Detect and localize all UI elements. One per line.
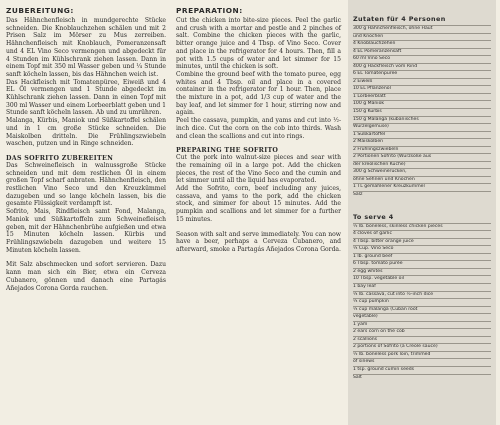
ingredients-german-title: Zutaten für 4 Personen bbox=[353, 15, 446, 23]
ingredient-item: und Knochen bbox=[353, 34, 491, 42]
ingredient-item: ¼ cup pumpkin bbox=[353, 299, 491, 307]
ingredient-item: ohne Sehnen und Knochen bbox=[353, 177, 491, 185]
english-sofrito-heading: PREPARING THE SOFRITO bbox=[176, 147, 279, 155]
ingredient-item: 2 Eiweiß bbox=[353, 79, 491, 87]
ingredient-item: 1 lb. ground beef bbox=[353, 254, 491, 262]
ingredient-item: 1 bay leaf bbox=[353, 284, 491, 292]
ingredient-item: 2 ears corn on the cob bbox=[353, 329, 491, 337]
ingredient-item: 60 ml Vino Seco bbox=[353, 56, 491, 64]
ingredient-item: 400 g Hackfleisch vom Rind bbox=[353, 64, 491, 72]
ingredient-item: 4 cloves of garlic bbox=[353, 231, 491, 239]
german-paragraph: Das Hähnchenfleisch in mundgerechte Stücke schneiden. Die Knoblauchzehen schälen und mit 2 Prisen Salz im Mörser zu Mus zerreiben. Hähnchenfleisch mit Knoblauch, Pomeranzensaft und 4 EL Vino Seco vermengen und abgedeckt für 4 Stunden im Kühlschrank ziehen lassen. Dann in einem Topf mit 350 ml Wasser geben und ¼ Stunde sanft köcheln lassen, bis das Hähnchen weich ist. bbox=[6, 17, 166, 78]
ingredients-english-list bbox=[353, 223, 491, 381]
english-preparation-heading: PREPARATION: bbox=[176, 6, 243, 15]
ingredient-item: 6 EL Tomatenpüree bbox=[353, 71, 491, 79]
german-sofrito-heading: DAS SOFRITO ZUBEREITEN bbox=[6, 154, 114, 162]
ingredient-item: 1 Süßkartoffel bbox=[353, 132, 491, 140]
german-recipe-column bbox=[6, 6, 166, 292]
ingredient-item: Salz bbox=[353, 192, 363, 198]
ingredients-german-list bbox=[353, 25, 491, 199]
ingredient-item: 150 g Malanga (kubanisches bbox=[353, 117, 491, 125]
ingredient-item: 4 Tbsp. bitter orange juice bbox=[353, 239, 491, 247]
ingredient-item: 100 g Maniok bbox=[353, 101, 491, 109]
ingredient-item: Wurzelgemüse) bbox=[353, 124, 491, 132]
english-paragraph: Add the Sofrito, corn, beef including any juices, cassava, and yams to the pork, add the chicken stock, and simmer for about 15 minutes. Add the pumpkin and scallions and let simmer for a further 15 minutes. bbox=[176, 185, 341, 223]
german-paragraph: Sofrito, Mais, Rindfleisch samt Fond, Malanga, Maniok und Süßkartoffeln zum Schweinefleisch geben, mit der Hähnchenbrühe aufgießen und etwa 15 Minuten köcheln lassen. Kürbis und Frühlingszwiebeln dazugeben und weitere 15 Minuten köcheln lassen. bbox=[6, 208, 166, 254]
ingredient-item: 1 tsp. ground cumin seeds bbox=[353, 367, 491, 375]
ingredient-item: ½ lb. boneless, skinless chicken pieces bbox=[353, 223, 491, 232]
ingredient-item: ½ lb. boneless pork loin, trimmed bbox=[353, 352, 491, 360]
ingredient-item: 4 EL Pomeranzensaft bbox=[353, 49, 491, 57]
german-paragraph: Mit Salz abschmecken und sofort servieren. Dazu kann man sich ein Bier, etwa ein Cerveza Cubanero, gönnen und danach eine Partagás Añejados Corona Gorda rauchen. bbox=[6, 261, 166, 292]
ingredient-item: 2 Maiskolben bbox=[353, 139, 491, 147]
english-paragraph: Season with salt and serve immediately. You can now have a beer, perhaps a Cerveza Cubanero, and afterward, smoke a Partagás Añejados Corona Gorda. bbox=[176, 230, 341, 253]
english-paragraph: Combine the ground beef with the tomato puree, egg whites and 4 Tbsp. oil and place in a covered container in the refrigerator for 1 hour. Then, place the mixture in a pot, add 1/3 cup of water and the bay leaf, and let simmer for 1 hour, stirring now and again. bbox=[176, 70, 341, 117]
ingredient-item: 1 TL gemahlener Kreuzkümmel bbox=[353, 184, 491, 192]
german-preparation-heading: ZUBEREITUNG: bbox=[6, 6, 74, 15]
ingredient-item: 2 Portionen Sofrito (Würzsoße aus bbox=[353, 154, 491, 162]
ingredient-item: vegetable) bbox=[353, 314, 491, 322]
ingredient-item: 2 egg whites bbox=[353, 269, 491, 277]
ingredient-item: 150 g Kürbis bbox=[353, 109, 491, 117]
german-paragraph: Malanga, Kürbis, Maniok und Süßkartoffel schälen und in 1 cm große Stücke schneiden. Die Maiskolben dritteln. Die Frühlingszwiebeln waschen, putzen und in Ringe schneiden. bbox=[6, 117, 166, 148]
ingredient-item: 300 g Schweinerücken, bbox=[353, 169, 491, 177]
ingredients-german bbox=[348, 0, 496, 199]
english-paragraph: Cut the chicken into bite-size pieces. Peel the garlic and crush with a mortar and pestle and 2 pinches of salt. Combine the chicken pieces with the garlic, bitter orange juice and 4 Tbsp. of Vino Seco. Cover and place in the refrigerator for 4 hours. Then, fill a pot with 1.5 cups of water and let simmer for 15 minutes, until the chicken is soft. bbox=[176, 17, 341, 71]
ingredient-item: 2 scallions bbox=[353, 337, 491, 345]
german-paragraph: Das Schweinefleisch in walnussgroße Stücke schneiden und mit dem restlichen Öl in einem großen Topf scharf anbraten. Hähnchenfleisch, den restlichen Vino Seco und den Kreuzkümmel dazugeben und so lange köcheln lassen, bis die gesamte Flüssigkeit verdampft ist. bbox=[6, 161, 166, 208]
english-paragraph: Cut the pork into walnut-size pieces and sear with the remaining oil in a large pot. Add the chicken pieces, the rest of the Vino Seco and the cumin and let simmer until all the liquid has evaporated. bbox=[176, 154, 341, 185]
ingredient-item: ¼ lb. cassava, cut into ½-inch dice bbox=[353, 292, 491, 300]
ingredient-item: 2 portions of Sofrito (a Creole sauce) bbox=[353, 344, 491, 352]
ingredient-item: ¼ Cup. Vino Seco bbox=[353, 246, 491, 254]
ingredient-item: of sinews bbox=[353, 359, 491, 367]
english-paragraph: Peel the cassava, pumpkin, and yams and cut into ½-inch dice. Cut the corn on the cob into thirds. Wash and clean the scallions and cut into rings. bbox=[176, 117, 341, 140]
ingredient-item: 300 g Hähnchenfleisch, ohne Haut bbox=[353, 25, 491, 34]
ingredients-english-title: To serve 4 bbox=[353, 212, 394, 221]
ingredient-item: 1 yam bbox=[353, 322, 491, 330]
ingredient-item: Salt bbox=[353, 374, 362, 380]
ingredient-item: 1 Lorbeerblatt bbox=[353, 94, 491, 102]
ingredient-item: 6 Tbsp. tomato purée bbox=[353, 261, 491, 269]
english-recipe-column bbox=[176, 6, 341, 254]
ingredients-panel bbox=[348, 0, 496, 425]
ingredient-item: 2 Frühlingszwiebeln bbox=[353, 147, 491, 155]
german-paragraph: Das Hackfleisch mit Tomatenpüree, Eiweiß und 4 EL Öl vermengen und 1 Stunde abgedeckt im Kühlschrank ziehen lassen. Dann in einen Topf mit 300 ml Wasser und einem Lorbeerblatt geben und 1 Stunde sanft köcheln lassen. Ab und zu umrühren. bbox=[6, 78, 166, 117]
ingredient-item: ¼ cup malanga (Cuban root bbox=[353, 307, 491, 315]
ingredient-item: 10 Tbsp. vegetable oil bbox=[353, 276, 491, 284]
ingredient-item: der kreolischen Küche) bbox=[353, 162, 491, 170]
ingredient-item: 4 Knoblauchzehen bbox=[353, 41, 491, 49]
ingredient-item: 10 EL Pflanzenöl bbox=[353, 86, 491, 94]
ingredients-english bbox=[348, 199, 496, 381]
